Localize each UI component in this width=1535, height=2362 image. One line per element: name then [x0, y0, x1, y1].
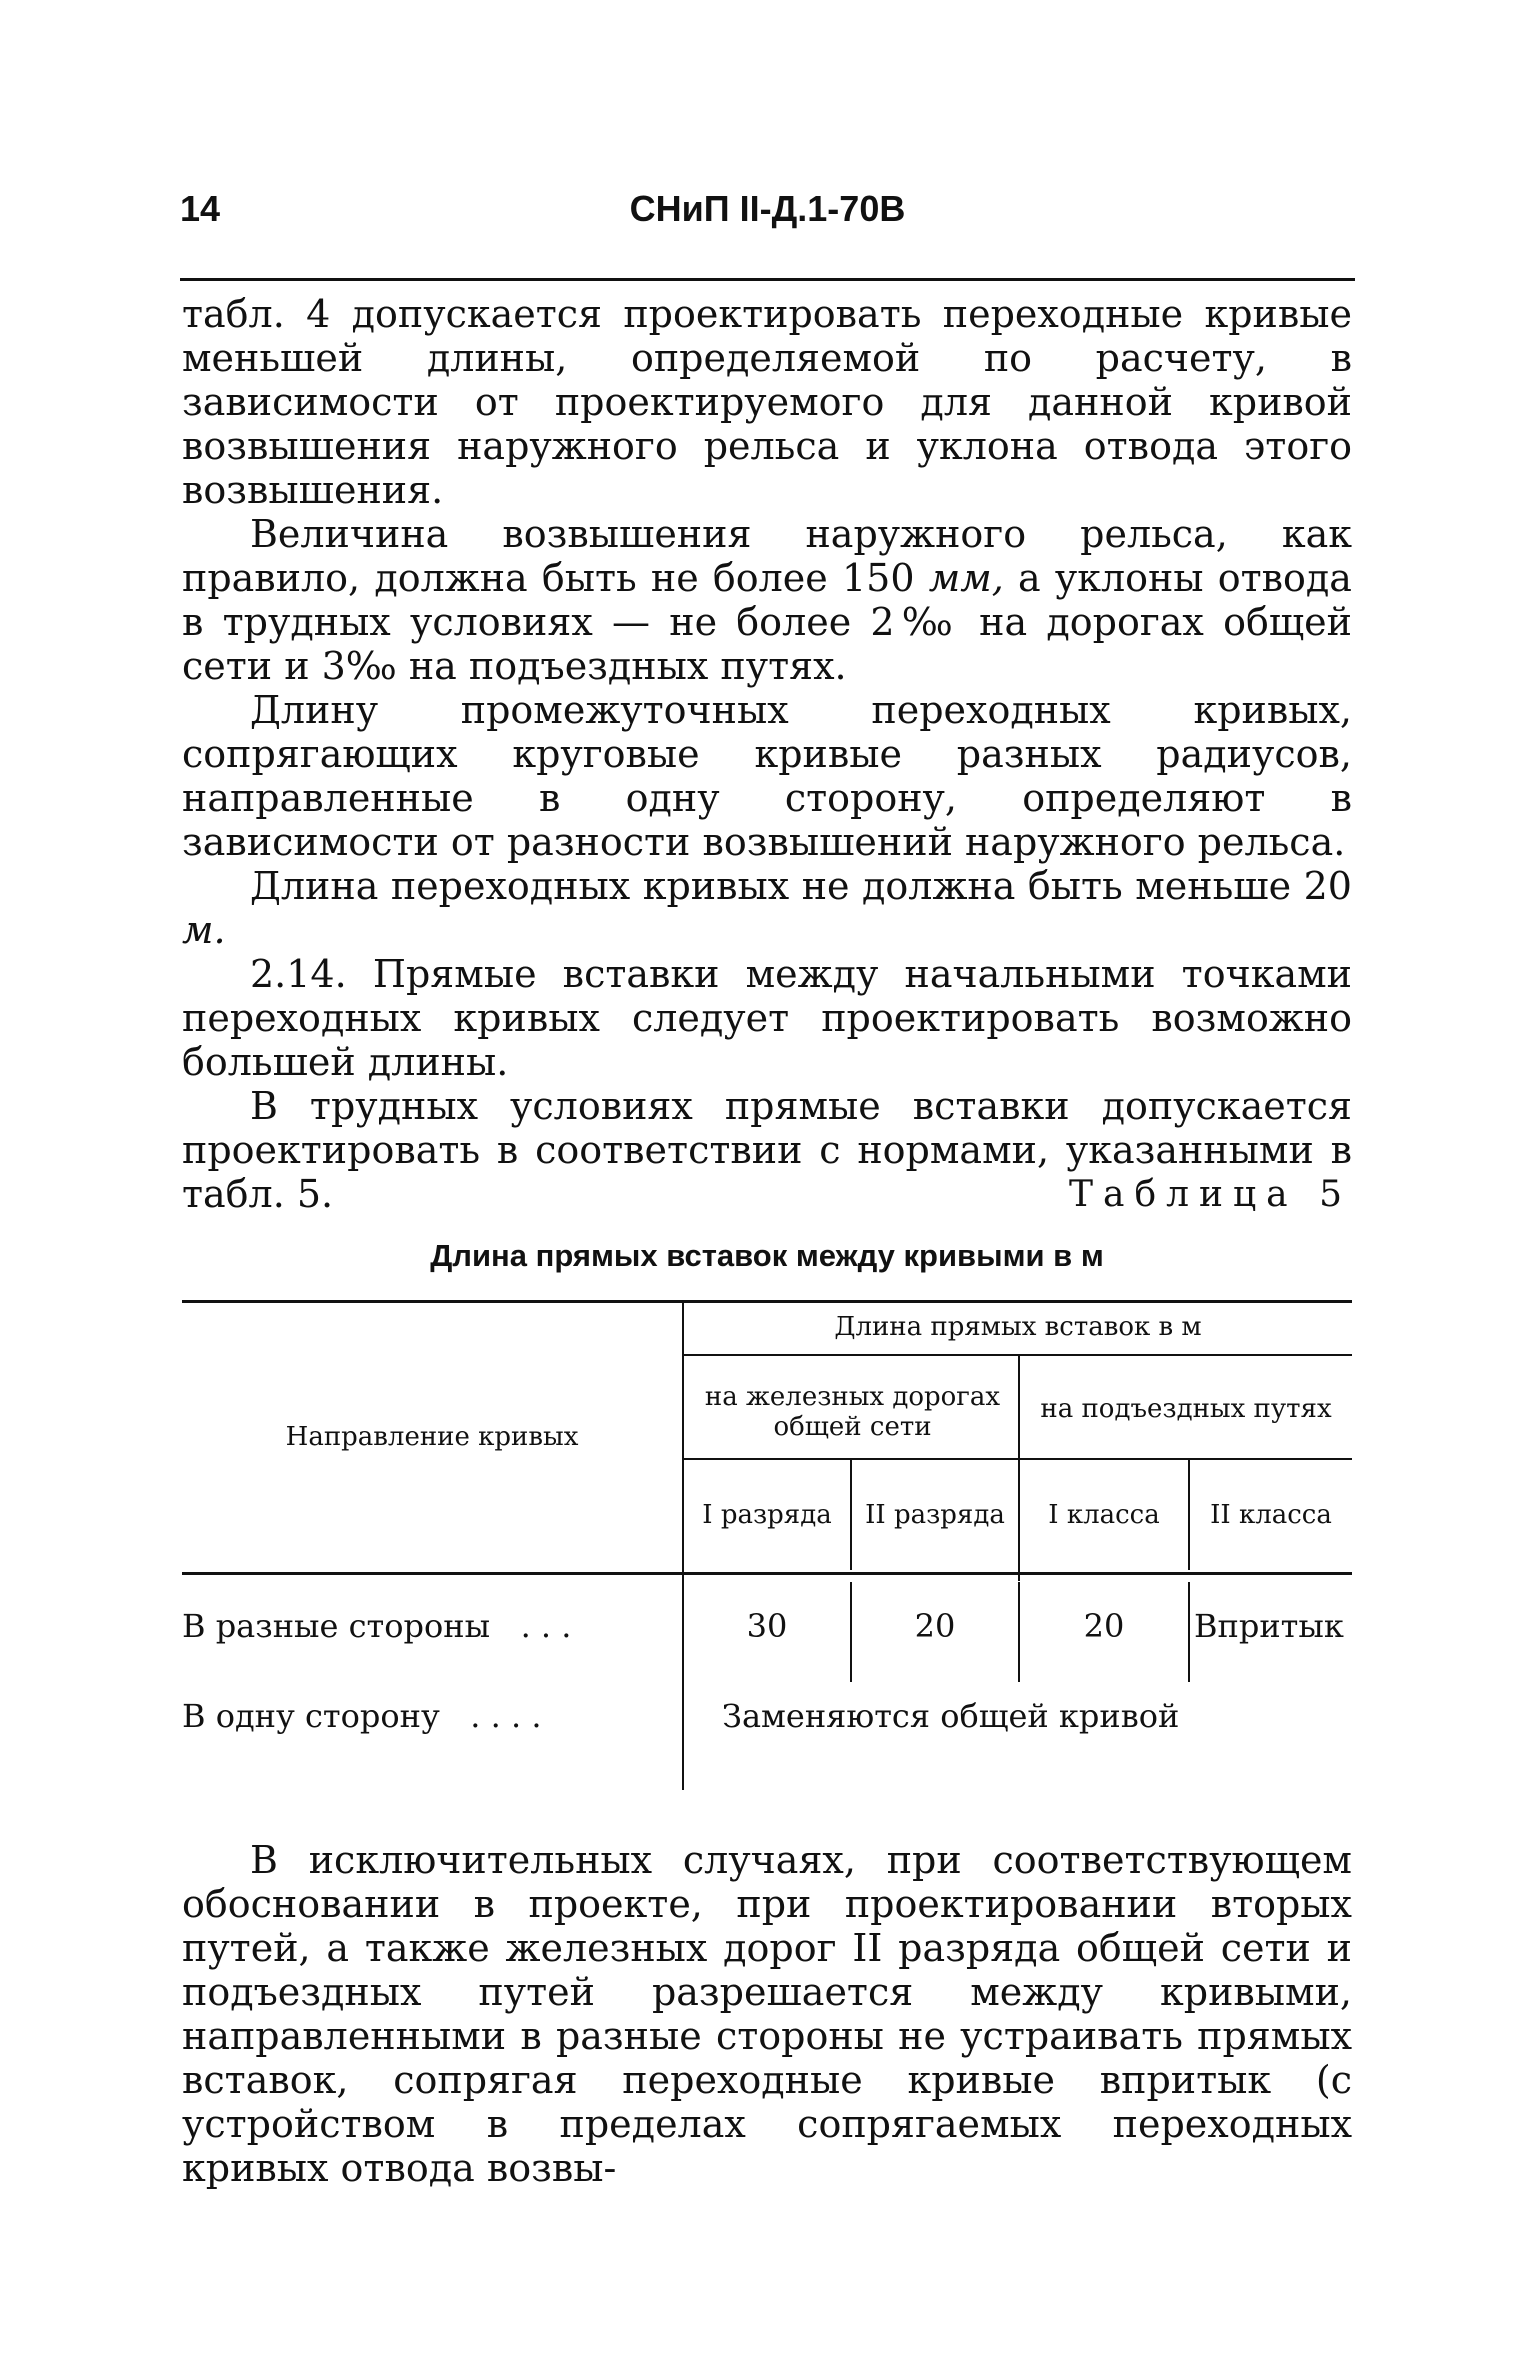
header-length-group: Длина прямых вставок в м [834, 1312, 1202, 1342]
paragraph-difficult-conditions: В трудных условиях прямые вставки допускается проектировать в соответствии с нормами, указанными в табл. 5. [182, 1084, 1352, 1216]
header-class-1: I класса [1048, 1500, 1160, 1530]
paragraph-min-length: Длина переходных кривых не должна быть меньше 20 м. [182, 864, 1352, 952]
clause-number: 2.14. [250, 952, 347, 996]
table-vrule-row1-c [1188, 1582, 1190, 1682]
table-subheader-rule [682, 1458, 1352, 1460]
table-number: Таблица 5 [1069, 1174, 1352, 1215]
page-number: 14 [180, 188, 221, 229]
paragraph-intermediate-curves: Длину промежуточных переходных кривых, сопрягающих круговые кривые разных радиусов, направленные в одну сторону, определяют в зависимости от разности возвышений наружного рельса. [182, 688, 1352, 864]
paragraph-rail-elevation: Величина возвышения наружного рельса, как правило, должна быть не более 150 мм, а уклоны отвода в трудных условиях — не более 2‰ на дорогах общей сети и 3‰ на подъездных путях. [182, 512, 1352, 688]
body-text-top [182, 292, 1352, 1216]
paragraph-clause-2-14: 2.14. Прямые вставки между начальными точками переходных кривых следует проектировать возможно большей длины. [182, 952, 1352, 1084]
running-header [180, 188, 1355, 238]
row-direction-same: В одну сторону . . . . [182, 1697, 542, 1735]
table-group-rule [682, 1354, 1352, 1356]
paragraph-exceptional-cases: В исключительных случаях, при соответствующем обосновании в проекте, при проектировании вторых путей, а также железных дорог II разряда общей сети и подъездных путей разрешается между кривыми, направленными в разные стороны не устраивать прямых вставок, сопрягая переходные кривые впритык (с устройством в пределах сопрягаемых переходных кривых отвода возвы- [182, 1838, 1352, 2190]
header-category-1: I разряда [702, 1500, 832, 1530]
document-code: СНиП II-Д.1-70В [629, 188, 906, 229]
cell-opposite-cls1: 20 [1083, 1607, 1125, 1645]
header-direction: Направление кривых [285, 1422, 579, 1452]
row-direction-opposite: В разные стороны . . . [182, 1607, 572, 1645]
table-top-rule [182, 1300, 1352, 1303]
table-header-bottom-rule [182, 1572, 1352, 1575]
table-vrule-main [682, 1300, 684, 1790]
header-category-2: II разряда [865, 1500, 1005, 1530]
paragraph-continuation: табл. 4 допускается проектировать переходные кривые меньшей длины, определяемой по расчету, в зависимости от проектируемого для данной кривой возвышения наружного рельса и уклона отвода этого возвышения. [182, 292, 1352, 512]
table-vrule-group [1018, 1356, 1020, 1581]
cell-same-merged: Заменяются общей кривой [722, 1697, 1180, 1735]
table-5 [182, 1300, 1352, 1800]
cell-opposite-cls2: Впритык [1194, 1607, 1344, 1645]
cell-opposite-cat1: 30 [746, 1607, 788, 1645]
header-class-2: II класса [1210, 1500, 1332, 1530]
cell-opposite-cat2: 20 [914, 1607, 956, 1645]
header-access-tracks: на подъездных путях [1040, 1394, 1332, 1424]
table-title: Длина прямых вставок между кривыми в м [430, 1238, 1104, 1273]
header-general-network: на железных дорогах общей сети [704, 1382, 1001, 1442]
header-divider [180, 278, 1355, 281]
